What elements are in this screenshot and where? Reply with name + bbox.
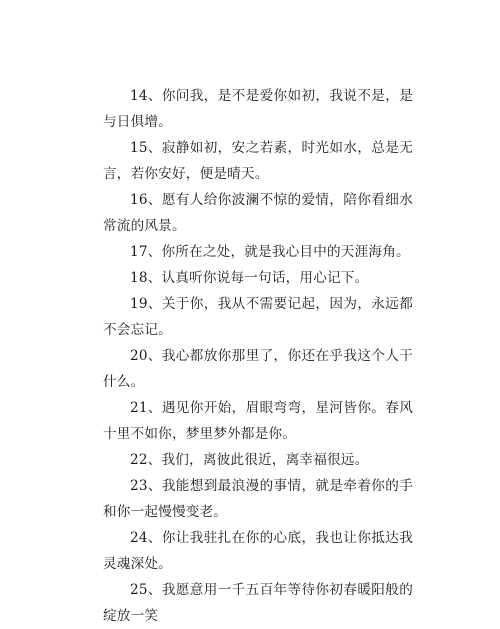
paragraph-20: 20、我心都放你那里了，你还在乎我这个人干什么。: [103, 348, 413, 390]
paragraph-19: 19、关于你，我从不需要记起，因为，永远都不会忘记。: [103, 296, 413, 338]
paragraph-14: 14、你问我，是不是爱你如初，我说不是，是与日俱增。: [103, 88, 413, 130]
paragraph-24: 24、你让我驻扎在你的心底，我也让你抵达我灵魂深处。: [103, 530, 413, 572]
paragraph-23: 23、我能想到最浪漫的事情，就是牵着你的手和你一起慢慢变老。: [103, 478, 413, 520]
paragraph-17: 17、你所在之处，就是我心目中的天涯海角。: [130, 244, 410, 260]
document-body: [103, 83, 413, 629]
paragraph-21: 21、遇见你开始，眉眼弯弯，星河皆你。春风十里不如你，梦里梦外都是你。: [103, 400, 413, 442]
paragraph-16: 16、愿有人给你波澜不惊的爱情，陪你看细水常流的风景。: [103, 192, 413, 234]
paragraph-15: 15、寂静如初，安之若素，时光如水，总是无言，若你安好，便是晴天。: [103, 140, 413, 182]
paragraph-18: 18、认真听你说每一句话，用心记下。: [130, 270, 369, 286]
paragraph-25: 25、我愿意用一千五百年等待你初春暖阳般的绽放一笑: [103, 582, 413, 624]
paragraph-22: 22、我们，离彼此很近，离幸福很远。: [130, 452, 369, 468]
